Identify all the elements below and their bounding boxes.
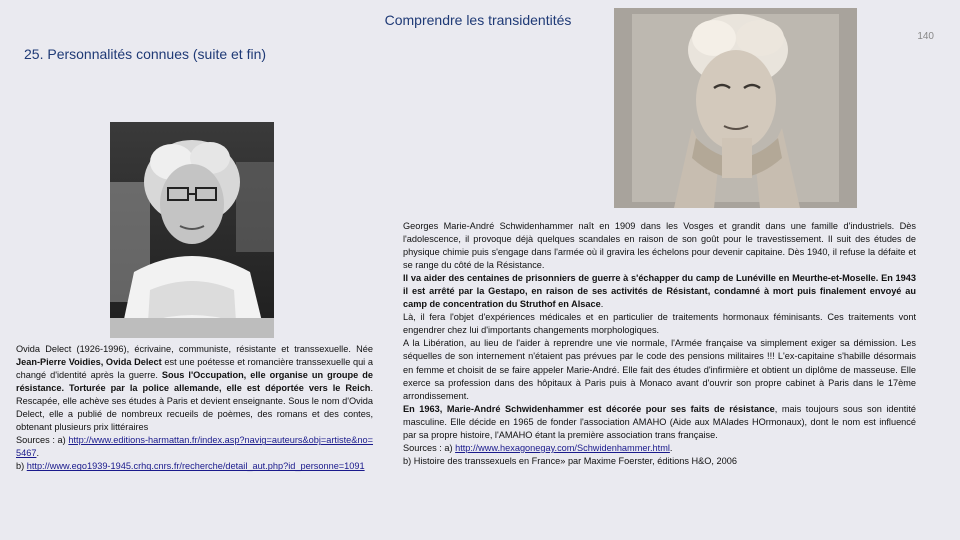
bio-resistance: Sous l'Occupation, elle organise un groupe de résistance. Torturée par la police allemande, elle est déportée vers le Reich	[16, 370, 373, 394]
paragraph-liberation: A la Libération, au lieu de l'aider à reprendre une vie normale, l'Armée française va simplement exiger sa démission. Les séquelles de son internement n'étaient pas prévues par le code des pensions militaires !!! L'ex-capitaine s'habille désormais en femme et choisit de se faire appeler Marie-André. Elle fait des études d'infirmière et obtient un diplôme de masseuse. Elle exerce sa profession dans des hôpitaux à Paris puis à Monaco avant d'ouvrir son propre cabinet à Paris dans le 17ème arrondissement.	[403, 338, 916, 401]
left-biography-text: Ovida Delect (1926-1996), écrivaine, communiste, résistante et transsexuelle. Née Jean-Pierre Voidies, Ovida Delect est une poétesse et romancière transsexuelle qui a changé d'identité après la guerre. Sous l'Occupation, elle organise un groupe de résistance. Torturée par la police allemande, elle est déportée vers le Reich. Rescapée, elle achève ses études à Paris et devient enseignante. Sous le nom d'Ovida Delect, elle a publié de nombreux recueils de poèmes, des romans et des contes, obtenant plusieurs prix littéraires Sources : a) http://www.editions-harmattan.fr/index.asp?navig=auteurs&obj=artiste&no=5467. b) http://www.ego1939-1945.crhq.cnrs.fr/recherche/detail_aut.php?id_personne=1091	[16, 344, 373, 472]
paragraph-prisoners-end: .	[600, 299, 604, 310]
source-link-a[interactable]: http://www.editions-harmattan.fr/index.asp?navig=auteurs&obj=artiste&no=5467	[16, 435, 373, 459]
bio-birth-suffix: est une poétesse et romancière transsexuelle qui a changé d'identité après la guerre.	[16, 357, 373, 381]
paragraph-decoration: En 1963, Marie-André Schwidenhammer est décorée pour ses faits de résistance	[403, 403, 775, 414]
sources-label-right: Sources : a)	[403, 442, 456, 453]
bio-birth-prefix: Née	[350, 344, 373, 354]
portrait-photo-marie-andre-schwidenhammer	[614, 8, 857, 208]
paragraph-prisoners: Il va aider des centaines de prisonniers de guerre à s'échapper du camp de Lunéville en Meurthe-et-Moselle. En 1943 il est arrêté par la Gestapo, en raison de ses activités de Résistant, condamné à mort puis finalement envoyé au camp de concentration du Struthof en Alsace	[403, 273, 916, 310]
bio-birth-name: Jean-Pierre Voidies, Ovida Delect	[16, 357, 162, 368]
source-b-prefix: b)	[16, 461, 27, 472]
source-b-book: b) Histoire des transsexuels en France» par Maxime Foerster, éditions H&O, 2006	[403, 455, 737, 466]
page-header-title: Comprendre les transidentités	[384, 12, 572, 28]
right-biography-text	[403, 220, 916, 468]
sources-label: Sources : a)	[16, 435, 69, 446]
bio-after-war: . Rescapée, elle achève ses études à Paris et devient enseignante. Sous le nom d'Ovida Delect, elle a publié de nombreux recueils de poèmes, des romans et des contes, obtenant plusieurs prix littéraires	[16, 383, 373, 433]
paragraph-amaho: , mais toujours sous son identité masculine. Elle décide en 1965 de fonder l'association AMAHO (Aide aux MAlades HOrmonaux), dont le nom est influencé par sa propre histoire, l'AMAHO étant la première association trans française.	[403, 403, 916, 440]
paragraph-experiments: Là, il fera l'objet d'expériences médicales et en particulier de traitements hormonaux féminisants. Ces traitements vont engendrer chez lui d'importants changements morphologiques.	[403, 312, 916, 336]
page-number: 140	[917, 31, 934, 42]
source-link-b[interactable]: http://www.ego1939-1945.crhq.cnrs.fr/recherche/detail_aut.php?id_personne=1091	[26, 461, 365, 472]
portrait-photo-ovida-delect	[110, 122, 274, 338]
source-a-after: .	[669, 442, 673, 453]
bio-name-dates: Ovida Delect (1926-1996), écrivaine, communiste, résistante et transsexuelle.	[16, 344, 351, 354]
source-link-hexagonegay[interactable]: http://www.hexagonegay.com/Schwidenhammer.html	[455, 442, 670, 453]
paragraph-early-life: Georges Marie-André Schwidenhammer naît en 1909 dans les Vosges et grandit dans une famille d'industriels. Dès l'adolescence, il provoque déjà quelques scandales en raison de son goût pour le travestissement. Il suit des études de physique chimie puis s'engage dans l'armée où il gravira les échelons pour devenir capitaine. Dès 1940, il refuse la défaite et se range du côté de la Résistance.	[403, 221, 916, 271]
section-heading: 25. Personnalités connues (suite et fin)	[24, 46, 267, 62]
